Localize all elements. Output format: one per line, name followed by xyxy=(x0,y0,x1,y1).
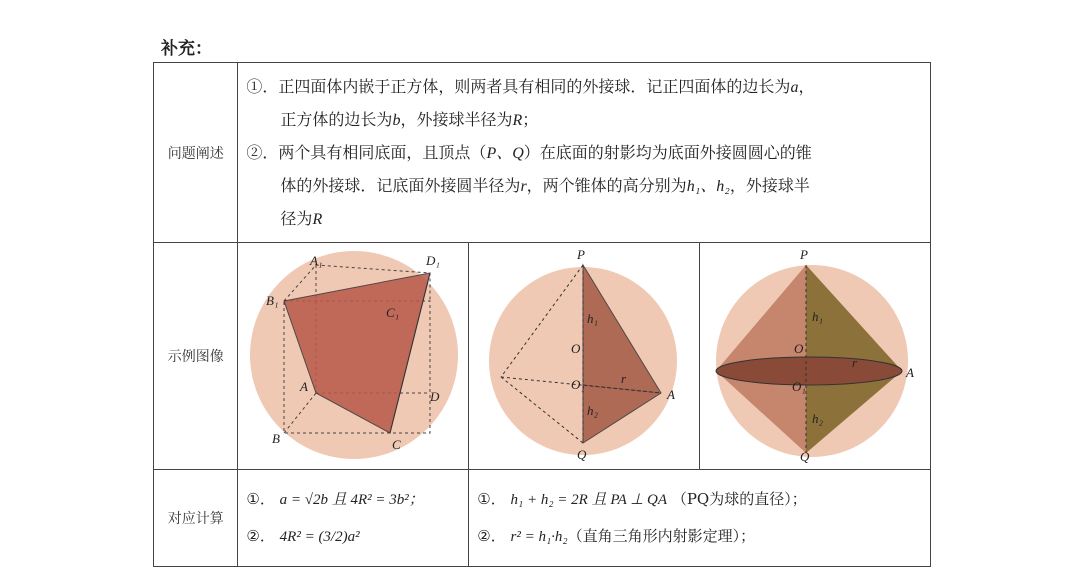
text: ； xyxy=(522,110,539,129)
text: ②．两个具有相同底面，且顶点（ xyxy=(246,143,487,162)
point-label: h₁ xyxy=(587,311,599,326)
point-label: P xyxy=(800,247,808,262)
point-label: D₁ xyxy=(426,253,441,268)
problem-row xyxy=(154,63,931,243)
formula: h₁ + h₂ = 2R 且 PA ⊥ QA xyxy=(510,492,668,508)
problem-description xyxy=(238,63,931,243)
point-label: A xyxy=(300,379,309,394)
var: R xyxy=(512,112,523,129)
text: （PQ为球的直径）； xyxy=(671,490,807,508)
text: ， xyxy=(798,77,815,96)
var: b xyxy=(392,112,401,129)
text: ②． xyxy=(246,527,275,545)
text: ①． xyxy=(246,490,275,508)
point-label: Q xyxy=(577,447,587,462)
point-label: r xyxy=(852,355,858,370)
supplement-table xyxy=(153,62,931,567)
point-label: h₂ xyxy=(587,403,599,418)
point-label: C₁ xyxy=(386,305,400,320)
formula: 4R² = (3/2)a² xyxy=(279,529,360,545)
point-label: C xyxy=(392,437,402,452)
text: ）在底面的射影均为底面外接圆圆心的锥 xyxy=(523,143,812,162)
point-label: O xyxy=(571,341,581,356)
var: r xyxy=(520,178,527,195)
text: （直角三角形内射影定理）； xyxy=(567,527,756,545)
point-label: D xyxy=(430,389,440,404)
figure-cones xyxy=(700,243,931,470)
calc-left xyxy=(238,470,469,567)
point-label: P xyxy=(577,247,586,262)
figure-tetrahedron-cube xyxy=(238,243,469,470)
text: ①． xyxy=(477,490,506,508)
point-label: A₁ xyxy=(310,253,323,268)
text: 径为 xyxy=(280,209,313,228)
text: ，外接球半 xyxy=(729,176,810,195)
formula: r² = h₁·h₂ xyxy=(510,529,568,545)
var: a xyxy=(790,79,799,96)
point-label: A xyxy=(906,365,914,380)
point-label: h₂ xyxy=(812,411,824,426)
var: R xyxy=(312,211,323,228)
example-row xyxy=(154,243,931,470)
section-title: 补充： xyxy=(161,39,212,59)
var: h₁、h₂ xyxy=(686,178,730,195)
row-label: 问题阐述 xyxy=(154,63,238,243)
point-label: B xyxy=(272,431,281,446)
formula: a = √2b 且 4R² = 3b²； xyxy=(279,492,424,508)
row-label: 对应计算 xyxy=(154,470,238,567)
point-label: O₁ xyxy=(792,379,806,394)
calc-row xyxy=(154,470,931,567)
text: 体的外接球．记底面外接圆半径为 xyxy=(280,176,521,195)
var: P、Q xyxy=(486,145,524,162)
text: ②． xyxy=(477,527,506,545)
row-label: 示例图像 xyxy=(154,243,238,470)
calc-right xyxy=(469,470,931,567)
point-label: O₁ xyxy=(571,377,586,392)
figure-pyramids xyxy=(469,243,700,470)
text: ，外接球半径为 xyxy=(400,110,513,129)
point-label: h₁ xyxy=(812,309,824,324)
text: 正方体的边长为 xyxy=(280,110,393,129)
point-label: B₁ xyxy=(266,293,279,308)
point-label: O xyxy=(794,341,804,356)
text: ①．正四面体内嵌于正方体，则两者具有相同的外接球．记正四面体的边长为 xyxy=(246,77,791,96)
point-label: Q xyxy=(800,449,810,464)
point-label: r xyxy=(621,371,627,386)
point-label: A xyxy=(667,387,676,402)
text: ，两个锥体的高分别为 xyxy=(526,176,687,195)
